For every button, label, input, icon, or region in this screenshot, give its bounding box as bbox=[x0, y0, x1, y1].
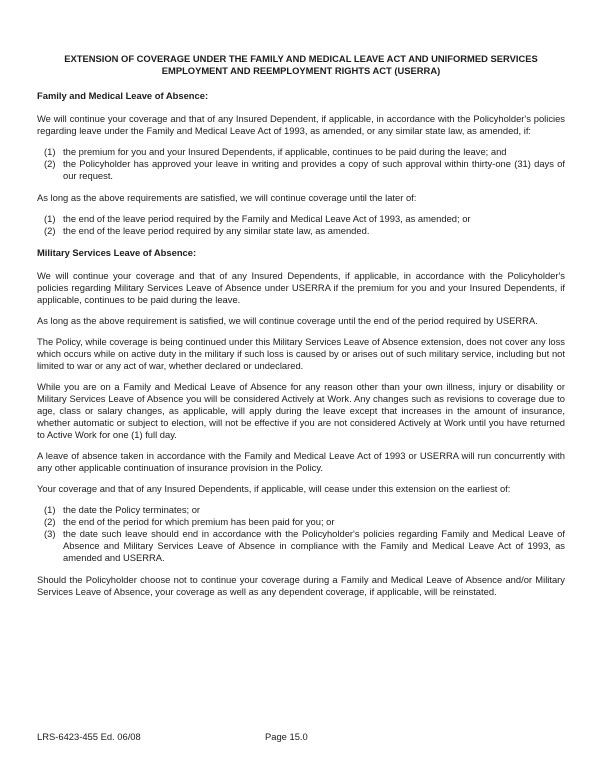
list-marker: (1) bbox=[44, 213, 56, 224]
list-marker: (2) bbox=[44, 158, 56, 169]
list-item-text: the end of the leave period required by any similar state law, as amended. bbox=[63, 225, 370, 236]
military-paragraph-5: A leave of absence taken in accordance with the Family and Medical Leave Act of 1993 or USERRA will run concurrently with any other applicable continuation of insurance provision in the Policy. bbox=[37, 450, 565, 473]
fmla-duration-list bbox=[37, 213, 565, 237]
cease-list bbox=[37, 504, 565, 564]
list-item-text: the premium for you and your Insured Dependents, if applicable, continues to be paid during the leave; and bbox=[63, 146, 507, 157]
military-paragraph-1: We will continue your coverage and that of any Insured Dependents, if applicable, in accordance with the Policyholder's policies regarding Military Services Leave of Absence under USERRA if the premium for you and your Insured Dependents, if applicable, continues to be paid during the leave. bbox=[37, 270, 565, 305]
document-title-line-1: EXTENSION OF COVERAGE UNDER THE FAMILY AND MEDICAL LEAVE ACT AND UNIFORMED SERVICES bbox=[64, 53, 538, 64]
list-item bbox=[44, 504, 565, 516]
military-paragraph-2: As long as the above requirement is satisfied, we will continue coverage until the end of the period required by USERRA. bbox=[37, 315, 538, 326]
list-item-text: the end of the leave period required by the Family and Medical Leave Act of 1993, as amended; or bbox=[63, 213, 471, 224]
list-marker: (1) bbox=[44, 146, 56, 157]
list-item bbox=[44, 528, 565, 564]
list-item bbox=[44, 516, 565, 528]
list-item bbox=[44, 158, 565, 182]
fmla-duration-paragraph: As long as the above requirements are satisfied, we will continue coverage until the later of: bbox=[37, 192, 417, 203]
list-marker: (1) bbox=[44, 504, 56, 515]
document-content bbox=[37, 53, 565, 607]
fmla-section-heading: Family and Medical Leave of Absence: bbox=[37, 90, 209, 101]
list-item bbox=[44, 146, 565, 158]
cease-intro-paragraph: Your coverage and that of any Insured Dependents, if applicable, will cease under this extension on the earliest of: bbox=[37, 483, 511, 494]
footer-form-number: LRS-6423-455 Ed. 06/08 bbox=[37, 731, 141, 742]
reinstatement-paragraph: Should the Policyholder choose not to continue your coverage during a Family and Medical Leave of Absence and/or Military Services Leave of Absence, your coverage as well as any dependent coverage, if applicable, will be reinstated. bbox=[37, 574, 565, 597]
list-item-text: the Policyholder has approved your leave in writing and provides a copy of such approval within thirty-one (31) days of our request. bbox=[63, 158, 565, 181]
list-marker: (3) bbox=[44, 528, 56, 539]
military-paragraph-3: The Policy, while coverage is being continued under this Military Services Leave of Absence extension, does not cover any loss which occurs while on active duty in the military if such loss is caused by or arises out of such military service, including but not limited to war or any act of war, whether declared or undeclared. bbox=[37, 336, 565, 371]
document-title bbox=[37, 53, 565, 77]
list-item-text: the date the Policy terminates; or bbox=[63, 504, 201, 515]
fmla-intro-paragraph: We will continue your coverage and that of any Insured Dependent, if applicable, in accordance with the Policyholder's policies regarding leave under the Family and Medical Leave Act of 1993, as amended, or any similar state law, as amended, if: bbox=[37, 113, 565, 136]
list-item bbox=[44, 213, 565, 225]
list-item bbox=[44, 225, 565, 237]
list-item-text: the end of the period for which premium has been paid for you; or bbox=[63, 516, 335, 527]
list-marker: (2) bbox=[44, 516, 56, 527]
page-footer bbox=[37, 731, 565, 743]
footer-page-number: Page 15.0 bbox=[265, 731, 308, 742]
list-marker: (2) bbox=[44, 225, 56, 236]
fmla-conditions-list bbox=[37, 146, 565, 182]
military-section-heading: Military Services Leave of Absence: bbox=[37, 247, 197, 258]
document-title-line-2: EMPLOYMENT AND REEMPLOYMENT RIGHTS ACT (USERRA) bbox=[161, 65, 441, 76]
list-item-text: the date such leave should end in accordance with the Policyholder's policies regarding Family and Medical Leave of Absence and Military Services Leave of Absence in compliance with the Family and Medical Leave Act of 1993, as amended and USERRA. bbox=[63, 528, 565, 563]
military-paragraph-4: While you are on a Family and Medical Leave of Absence for any reason other than your own illness, injury or disability or Military Services Leave of Absence you will be considered Actively at Work. Any changes such as revisions to coverage due to age, class or salary changes, as applicable, will apply during the leave except that increases in the amount of insurance, whether automatic or subject to election, will not be effective if you are not considered Actively at Work until you have returned to Active Work for one (1) full day. bbox=[37, 381, 565, 440]
